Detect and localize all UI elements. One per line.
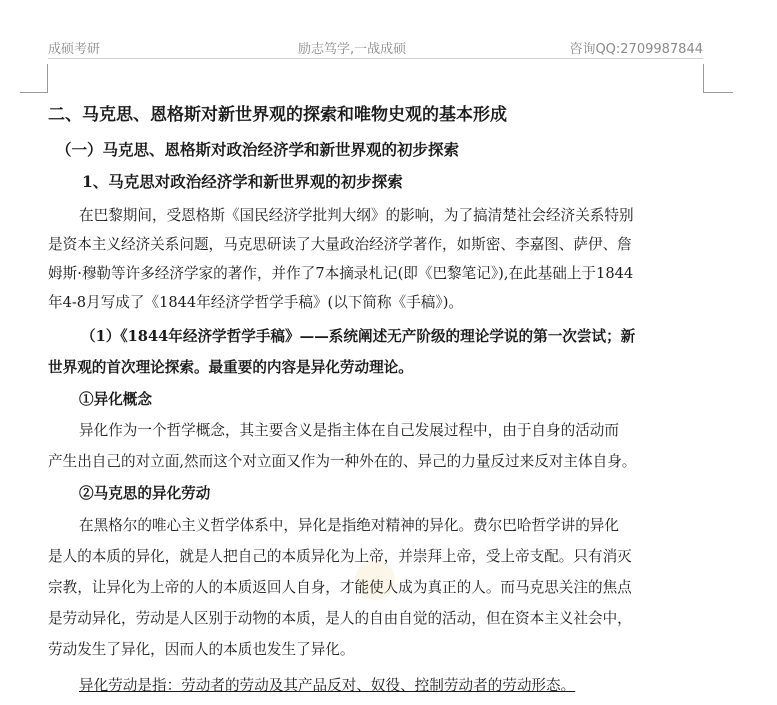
para4-line: 劳动发生了异化，因而人的本质也发生了异化。 xyxy=(48,641,355,658)
heading-3: 1、马克思对政治经济学和新世界观的初步探索 xyxy=(82,172,403,191)
para3-line: 异化作为一个哲学概念，其主要含义是指主体在自己发展过程中，由于自身的活动而 xyxy=(79,422,619,439)
crop-mark-left-h xyxy=(20,92,48,93)
para2-line: 世界观的首次理论探索。最重要的内容是异化劳动理论。 xyxy=(48,359,413,376)
para1-line: 在巴黎期间，受恩格斯《国民经济学批判大纲》的影响，为了搞清楚社会经济关系特别 xyxy=(79,207,634,224)
para1-line: 年4-8月写成了《1844年经济学哲学手稿》(以下简称《手稿》)。 xyxy=(48,294,463,311)
heading-1: 二、马克思、恩格斯对新世界观的探索和唯物史观的基本形成 xyxy=(48,105,507,125)
para1-line: 姆斯·穆勒等许多经济学家的著作，并作了7本摘录札记(即《巴黎笔记》),在此基础上于1844 xyxy=(48,265,634,282)
para4-line: 是劳动异化，劳动是人区别于动物的本质，是人的自由自觉的活动，但在资本主义社会中， xyxy=(48,610,632,627)
sub1-title: ①异化概念 xyxy=(79,391,152,408)
header-left: 成硕考研 xyxy=(48,42,101,57)
definition-underlined: 异化劳动是指：劳动者的劳动及其产品反对、奴役、控制劳动者的劳动形态。 xyxy=(79,677,576,694)
crop-mark-right-v xyxy=(703,64,704,92)
header-center: 励志笃学,一战成硕 xyxy=(298,42,407,57)
para4-line: 宗教，让异化为上帝的人的本质返回人自身，才能使人成为真正的人。而马克思关注的焦点 xyxy=(48,579,632,596)
page-header xyxy=(48,34,703,59)
para1-line: 是资本主义经济关系问题，马克思研读了大量政治经济学著作，如斯密、李嘉图、萨伊、詹 xyxy=(48,236,632,253)
para4-line: 是人的本质的异化，就是人把自己的本质异化为上帝，并崇拜上帝，受上帝支配。只有消灭 xyxy=(48,548,632,565)
crop-mark-left-v xyxy=(47,64,48,92)
sub2-title: ②马克思的异化劳动 xyxy=(79,485,211,502)
para4-line: 在黑格尔的唯心主义哲学体系中，异化是指绝对精神的异化。费尔巴哈哲学讲的异化 xyxy=(79,517,619,534)
crop-mark-right-h xyxy=(703,92,733,93)
para3-line: 产生出自己的对立面,然而这个对立面又作为一种外在的、异己的力量反过来反对主体自身。 xyxy=(48,453,637,470)
heading-2: （一）马克思、恩格斯对政治经济学和新世界观的初步探索 xyxy=(56,140,460,159)
para2-line: （1）《1844年经济学哲学手稿》——系统阐述无产阶级的理论学说的第一次尝试；新 xyxy=(81,328,636,345)
header-right: 咨询QQ:2709987844 xyxy=(569,42,703,57)
